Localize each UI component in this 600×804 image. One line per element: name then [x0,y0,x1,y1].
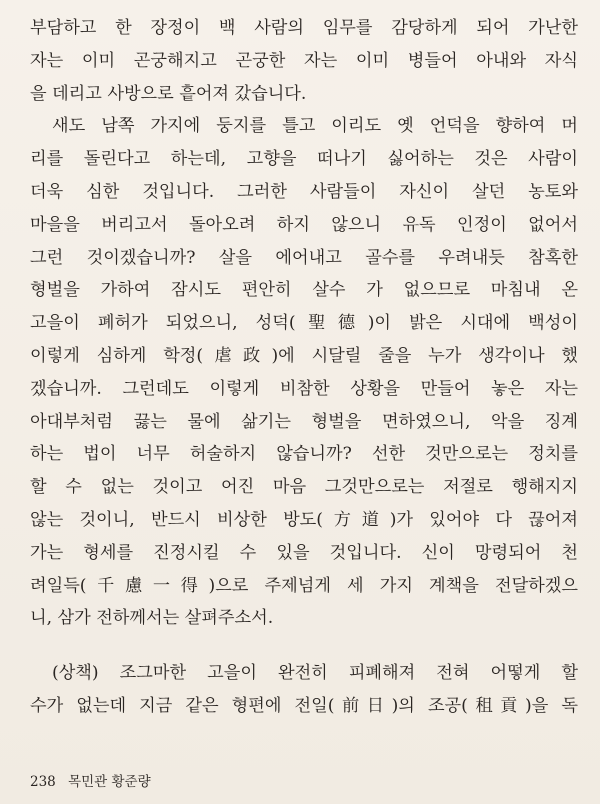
text-line: 새도 남쪽 가지에 둥지를 틀고 이리도 옛 언덕을 향하여 머 [52,116,578,137]
text-line: 려일득(千慮一得)으로 주제넘게 세 가지 계책을 전달하겠으 [30,575,578,596]
text-line: 할 수 없는 것이고 어진 마음 그것만으로는 저절로 행해지지 [30,477,578,498]
text-line: 니, 삼가 전하께서는 살펴주소서. [30,608,274,629]
text-line: 아대부처럼 끓는 물에 삶기는 형벌을 면하였으니, 악을 징계 [30,411,578,432]
text-line: 고을이 폐허가 되었으니, 성덕(聖德)이 밝은 시대에 백성이 [30,313,578,334]
text-line: 부담하고 한 장정이 백 사람의 임무를 감당하게 되어 가난한 [30,18,578,38]
text-line: 형벌을 가하여 잠시도 편안히 살수 가 없으므로 마침내 온 [30,280,578,301]
text-line: 이렇게 심하게 학정(虐政)에 시달릴 줄을 누가 생각이나 했 [30,345,578,366]
running-title: 목민관 황준량 [68,774,151,790]
paragraph-gap [30,635,578,657]
text-line: 을 데리고 사방으로 흩어져 갔습니다. [30,83,307,104]
text-line: 가는 형세를 진정시킬 수 있을 것입니다. 신이 망령되어 천 [30,542,578,563]
text-line: 하는 법이 너무 허술하지 않습니까? 선한 것만으로는 정치를 [30,444,578,465]
text-line: 않는 것이니, 반드시 비상한 방도(方道)가 있어야 다 끊어져 [30,509,578,530]
page-footer [30,770,151,790]
text-line: 리를 돌린다고 하는데, 고향을 떠나기 싫어하는 것은 사람이 [30,149,578,170]
text-line: 마을을 버리고서 돌아오려 하지 않으니 유독 인정이 없어서 [30,214,578,235]
text-line: 겠습니까. 그런데도 이렇게 비참한 상황을 만들어 놓은 자는 [30,378,578,399]
text-line: 자는 이미 곤궁해지고 곤궁한 자는 이미 병들어 아내와 자식 [30,50,578,71]
text-line: 수가 없는데 지금 같은 형편에 전일(前日)의 조공(租貢)을 독 [30,695,578,716]
page-number: 238 [30,774,56,790]
body-text [30,12,578,723]
text-line: 더욱 심한 것입니다. 그러한 사람들이 자신이 살던 농토와 [30,181,578,202]
text-line: 그런 것이겠습니까? 살을 에어내고 골수를 우려내듯 참혹한 [30,247,578,268]
text-line: (상책) 조그마한 고을이 완전히 피폐해져 전혀 어떻게 할 [52,663,578,684]
